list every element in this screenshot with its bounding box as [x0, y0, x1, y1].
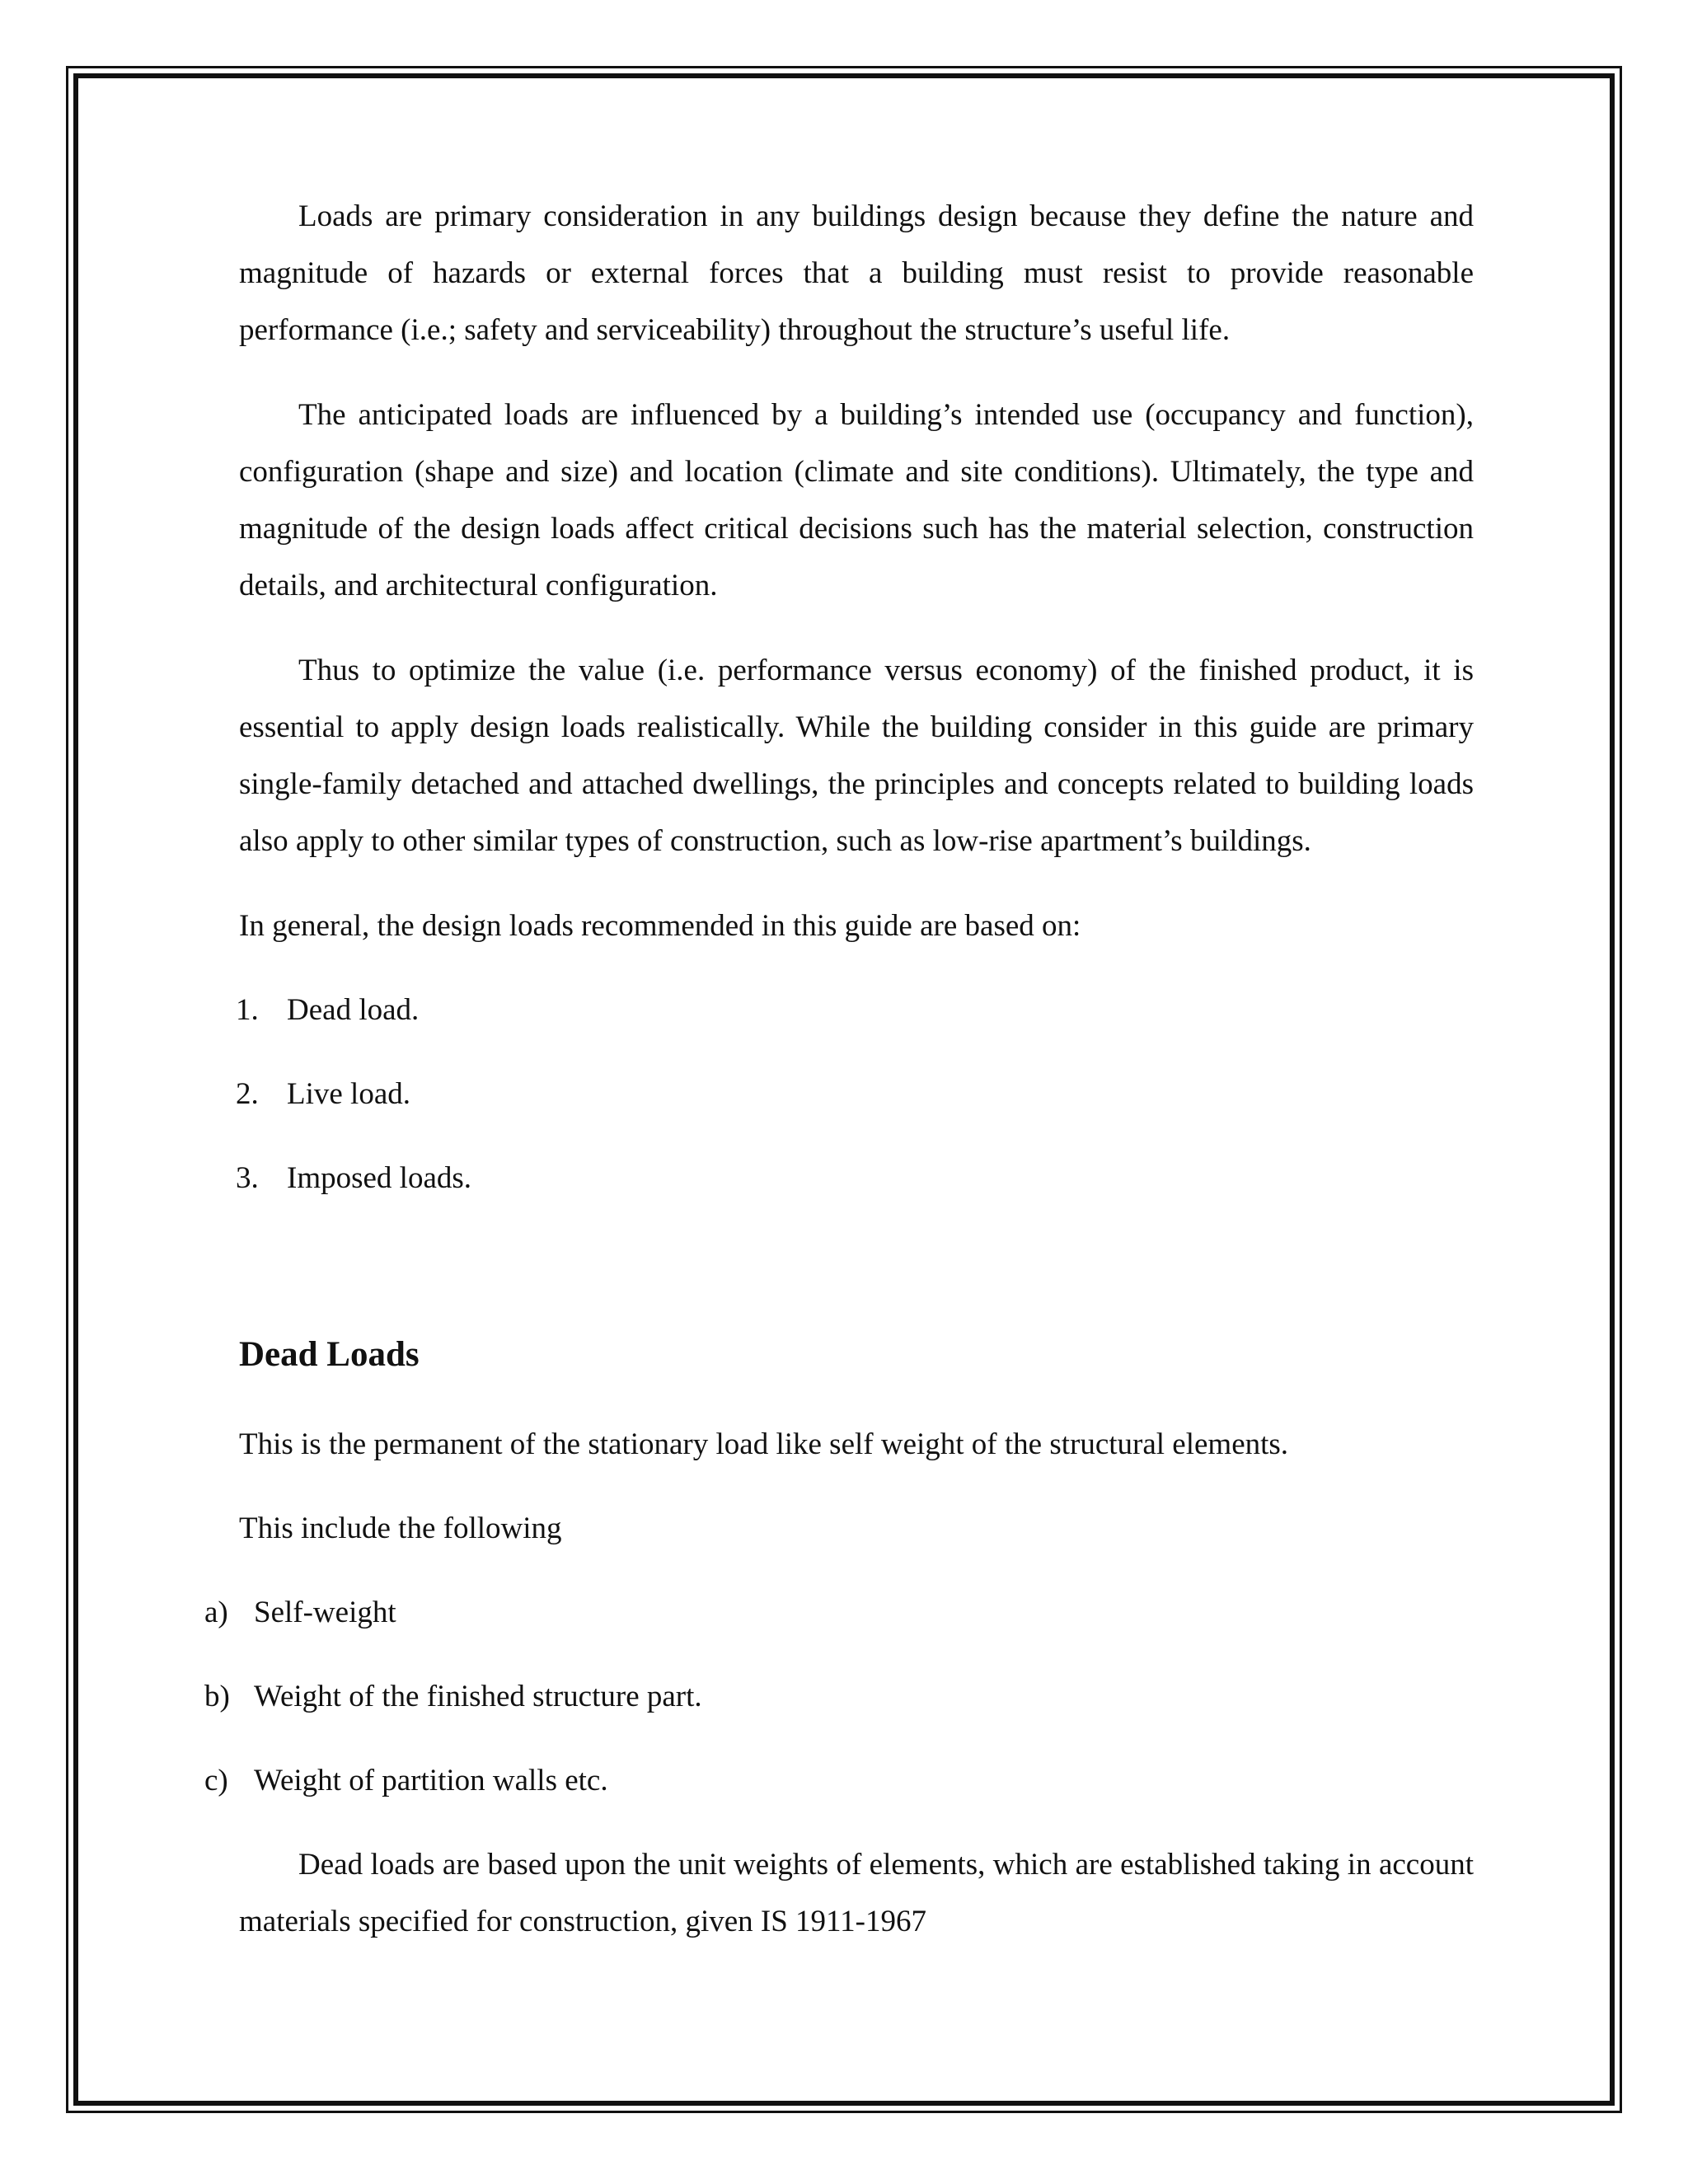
intro-paragraph-1: Loads are primary consideration in any buildings design because they define the nature and magnitude of hazards or external forces that a building must resist to provide reasonable performance (i.e.; safety and serviceability) throughout the structure’s useful life.	[239, 199, 1474, 347]
intro-paragraph-3: Thus to optimize the value (i.e. performance versus economy) of the finished product, it is essential to apply design loads realistically. While the building consider in this guide are primary single-family detached and attached dwellings, the principles and concepts related to building loads also apply to other similar types of construction, such as low-rise apartment’s buildings.	[239, 654, 1474, 858]
load-types-list	[236, 982, 1474, 1207]
list-marker: c)	[204, 1764, 228, 1797]
list-item-text: Dead load.	[287, 993, 420, 1027]
dead-loads-include-intro: This include the following	[239, 1511, 562, 1545]
dead-loads-definition: This is the permanent of the stationary load like self weight of the structural elements.	[239, 1427, 1289, 1461]
list-item	[236, 982, 1474, 1038]
list-item-text: Self-weight	[254, 1596, 396, 1629]
document-page	[204, 188, 1474, 1978]
general-intro: In general, the design loads recommended in this guide are based on:	[239, 909, 1081, 943]
list-marker: b)	[204, 1680, 230, 1713]
dead-loads-heading: Dead Loads	[239, 1335, 420, 1374]
intro-paragraph-2: The anticipated loads are influenced by a building’s intended use (occupancy and function), configuration (shape and size) and location (climate and site conditions). Ultimately, the type and magnitude of the design loads affect critical decisions such has the material selection, construction details, and architectural configuration.	[239, 398, 1474, 602]
dead-loads-items	[204, 1584, 1474, 1809]
list-marker: 3.	[236, 1161, 259, 1195]
list-item-text: Live load.	[287, 1077, 411, 1111]
list-marker: 1.	[236, 993, 259, 1027]
list-item-text: Weight of partition walls etc.	[254, 1764, 608, 1797]
list-item	[236, 1066, 1474, 1122]
dead-loads-closing: Dead loads are based upon the unit weights of elements, which are established taking in account materials specified for construction, given IS 1911-1967	[239, 1848, 1474, 1938]
list-item-text: Imposed loads.	[287, 1161, 472, 1195]
list-item	[204, 1752, 1474, 1809]
list-item	[204, 1584, 1474, 1641]
list-item	[236, 1150, 1474, 1207]
list-marker: 2.	[236, 1077, 259, 1111]
list-marker: a)	[204, 1596, 228, 1629]
list-item-text: Weight of the finished structure part.	[254, 1680, 702, 1713]
list-item	[204, 1668, 1474, 1725]
